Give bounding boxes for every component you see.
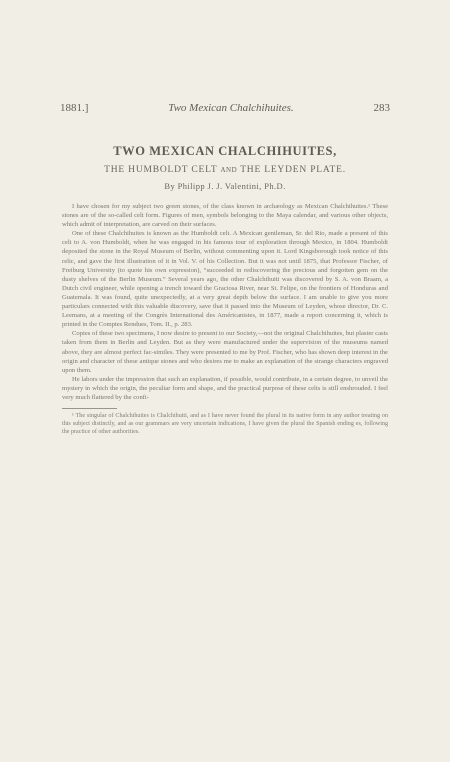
footnote-divider [62, 408, 117, 409]
article-heading [60, 144, 390, 191]
paragraph: He labors under the impression that such an explanation, if possible, would contribute, in a certain degree, to unveil the mystery in which the origin, the peculiar form and shape, and the practical purpose of these celts is still enshrouded. I feel very much flattered by the confi- [62, 375, 388, 401]
footnote: ¹ The singular of Chalchihuites is Chalchihuiti, and as I have never found the plural in its native form in any author treating on this subject distinctly, and as our grammars are very uncertain indications, I have given the plural the Spanish ending es, following the practice of other authorities. [62, 413, 388, 436]
article-title: TWO MEXICAN CHALCHIHUITES, [113, 144, 337, 158]
paragraph: Copies of these two specimens, I now desire to present to our Society,—not the original Chalchihuites, but plaster casts taken from them in Berlin and Leyden. But as they were manufactured under the supervision of the museums named above, they are almost perfect fac-similes. They were presented to me by Prof. Fischer, who has shown deep interest in the origin and character of these antique stones and who desires me to make an explanation of the strange characters engraved upon them. [62, 330, 388, 374]
paragraph: One of these Chalchihuites is known as the Humboldt celt. A Mexican gentleman, Sr. del Rio, made a present of this celt to A. von Humboldt, when he was engaged in his famous tour of exploration through Mexico, in 1804. Humboldt deposited the stone in the Royal Museum of Berlin, without commenting upon it. Lord Kingsborough took notice of this relic, and gave the first illustration of it in Vol. V. of his Collection. But it was not until 1875, that Professor Fischer, of Freiburg University (to quote his own expression), “succeeded in rediscovering the precious and forgotten gem on the dusty shelves of the Berlin Museum.” Several years ago, the other Chalchihuiti was discovered by S. A. von Braam, a Dutch civil engineer, while opening a trench toward the Graciosa River, near St. Felipe, on the frontiers of Honduras and Guatemala. It was found, quite unexpectedly, at a very great depth below the surface. I am unable to give you more particulars connected with this valuable discovery, save that it passed into the Museum of Leyden, whose director, Dr. C. Leemans, at a meeting of the Congrès International des Américanistes, in 1877, made a report concerning it, which is printed in the Comptes Rendues, Tom. II., p. 283. [62, 230, 388, 329]
paragraph: I have chosen for my subject two green stones, of the class known in archæology as Mexican Chalchihuites.¹ These stones are of the so-called celt form. Figures of men, symbols belonging to the Maya calendar, and various other objects, which admit of interpretation, are carved on their surfaces. [62, 203, 388, 229]
article-subtitle [60, 165, 390, 175]
running-header [60, 102, 390, 114]
subtitle-part2: THE LEYDEN PLATE. [240, 165, 346, 175]
header-year: 1881.] [60, 102, 89, 114]
article-body [62, 202, 388, 437]
byline: By Philipp J. J. Valentini, Ph.D. [164, 181, 286, 191]
page-number: 283 [373, 102, 390, 114]
subtitle-part1: THE HUMBOLDT CELT [104, 165, 218, 175]
subtitle-and: AND [220, 166, 238, 174]
running-title: Two Mexican Chalchihuites. [168, 102, 294, 114]
